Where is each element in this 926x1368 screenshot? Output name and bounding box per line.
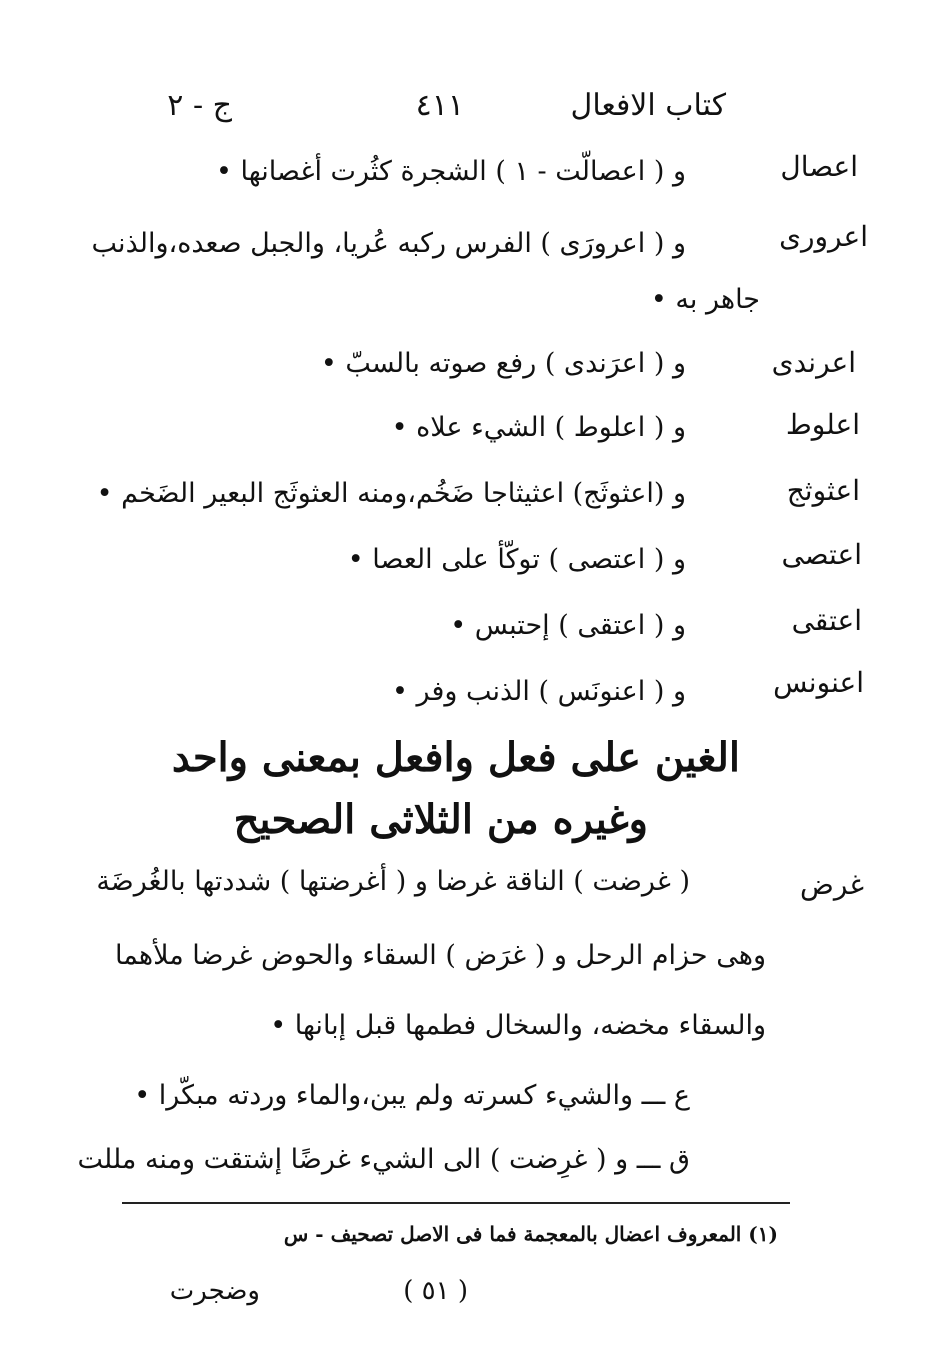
entry-text-continuation: ق ـــ و ( غرِضت ) الى الشيء غرضًا إشتقت ومنه مللت — [77, 1144, 690, 1175]
page-number: ٤١١ — [415, 88, 464, 123]
entry-text: ( غرضت ) الناقة غرضا و ( أغرضتها ) شددتها بالغُرضَة — [96, 866, 690, 897]
entry-text: و ( اعرورَى ) الفرس ركبه عُريا، والجبل صعده،والذنب — [91, 228, 686, 259]
signature-number: ( ٥١ ) — [403, 1276, 468, 1306]
headword: اعرندى — [771, 346, 856, 379]
entry-text: و ( اعصالّت - ١ ) الشجرة كثُرت أغصانها • — [216, 156, 686, 187]
entry-text: و ( اعنونَس ) الذنب وفر • — [392, 676, 686, 707]
catchword: وضجرت — [169, 1276, 260, 1306]
entry-text: و ( اعرَندى ) رفع صوته بالسبّ • — [320, 348, 686, 379]
headword: اعنونس — [773, 666, 864, 699]
section-heading-line2: وغيره من الثلاثى الصحيح — [233, 796, 648, 843]
entry-text: و ( اعتصى ) توكّأ على العصا • — [347, 544, 686, 575]
entry-text-continuation: ع ـــ والشيء كسرته ولم يبن،والماء وردته مبكّرا • — [134, 1080, 690, 1111]
entry-text: و (اعثوثَج) اعثيثاجا ضَخُم،ومنه العثوثَج البعير الضَخم • — [96, 478, 686, 509]
entry-text: و ( اعتقى ) إحتبس • — [450, 610, 686, 641]
headword: اعثوثج — [786, 474, 860, 507]
entry-text: و ( اعلوط ) الشيء علاه • — [391, 412, 686, 443]
entry-text-continuation: وهى حزام الرحل و ( غرَض ) السقاء والحوض غرضا ملأهما — [115, 940, 766, 971]
section-heading-line1: الغين على فعل وافعل بمعنى واحد — [171, 734, 740, 781]
entry-text-continuation: جاهر به • — [650, 284, 760, 315]
headword: اعرورى — [779, 220, 868, 253]
entry-text-continuation: والسقاء مخضه، والسخال فطمها قبل إبانها • — [270, 1010, 766, 1041]
headword: اعصال — [780, 150, 858, 183]
book-title: كتاب الافعال — [570, 88, 726, 123]
footnote-divider — [122, 1202, 790, 1204]
volume-label: ج - ٢ — [167, 88, 232, 123]
footnote: (١) المعروف اعضال بالمعجمة فما فى الاصل تصحيف - س — [283, 1222, 778, 1246]
headword: اعلوط — [785, 408, 860, 441]
headword: اعتصى — [781, 538, 862, 571]
headword: اعتقى — [791, 604, 862, 637]
headword: غرض — [800, 868, 864, 901]
